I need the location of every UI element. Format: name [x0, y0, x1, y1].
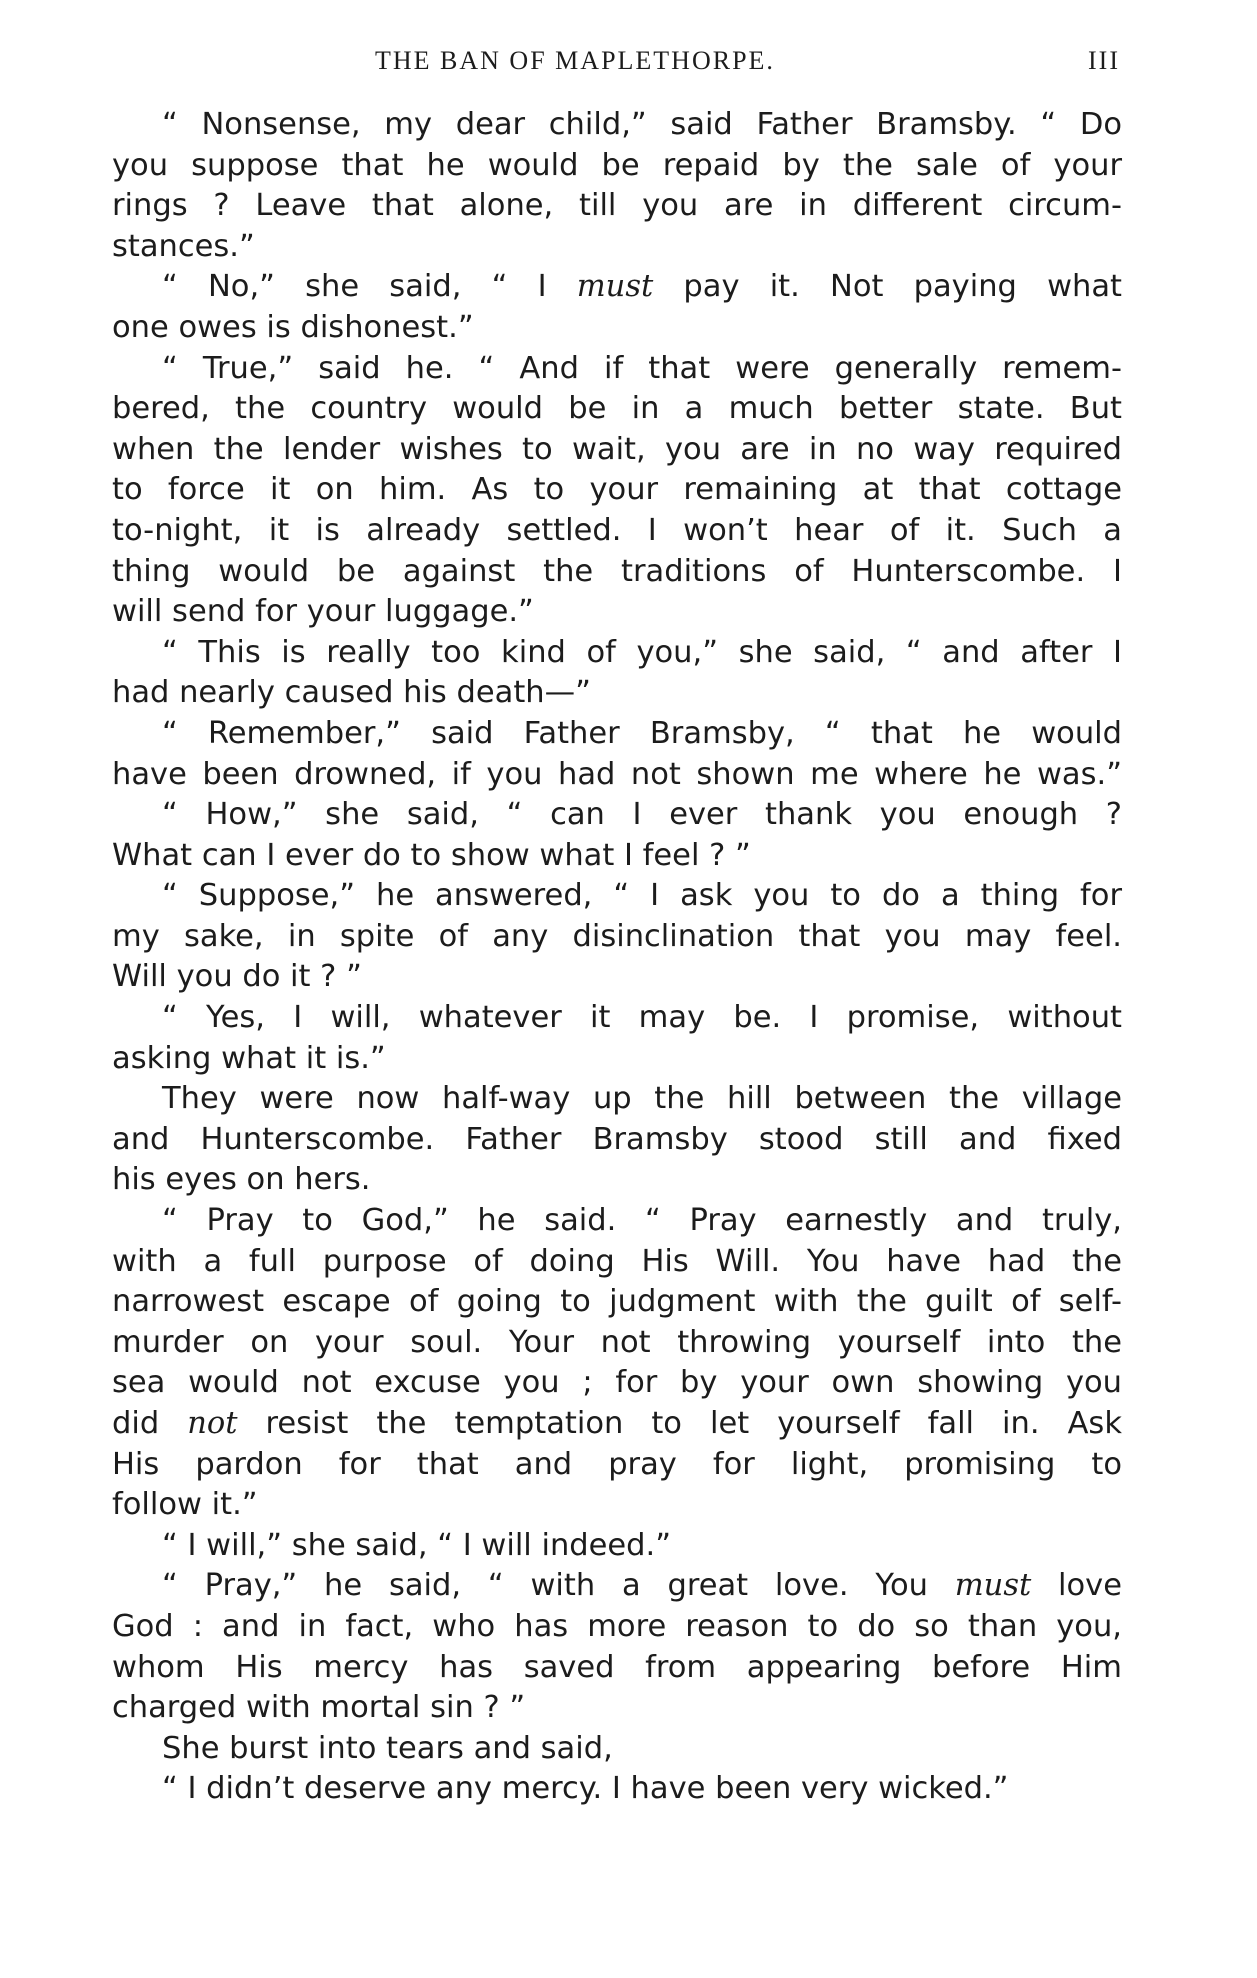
- page-number: III: [1088, 46, 1120, 75]
- text-line: [112, 1404, 1122, 1445]
- text-line: one owes is dishonest.”: [112, 309, 474, 345]
- text-line: What can I ever do to show what I feel ? ”: [112, 837, 751, 873]
- text-line: “ I didn’t deserve any mercy. I have been very wicked.”: [162, 1771, 1009, 1807]
- text-line: “ How,” she said, “ can I ever thank you enough ?: [162, 797, 1122, 833]
- text-line: sea would not excuse you ; for by your own showing you: [112, 1365, 1122, 1401]
- text-line: narrowest escape of going to judgment with the guilt of self-: [112, 1284, 1122, 1320]
- text-segment: resist the temptation to let yourself fall in. Ask: [237, 1406, 1122, 1441]
- text-line: “ Yes, I will, whatever it may be. I promise, without: [162, 1000, 1122, 1036]
- text-line: asking what it is.”: [112, 1040, 386, 1076]
- text-segment: “ No,” she said, “ I: [162, 269, 577, 305]
- text-line: his eyes on hers.: [112, 1162, 371, 1198]
- text-line: to force it on him. As to your remaining at that cottage: [112, 472, 1122, 508]
- running-head: [110, 46, 1120, 86]
- text-line: His pardon for that and pray for light, promising to: [112, 1446, 1122, 1482]
- italic-word: must: [576, 269, 654, 305]
- text-line: follow it.”: [112, 1487, 258, 1523]
- text-line: to-night, it is already settled. I won’t hear of it. Such a: [112, 512, 1122, 548]
- italic-word: must: [954, 1568, 1032, 1604]
- text-line: She burst into tears and said,: [162, 1730, 613, 1766]
- text-segment: love: [1031, 1568, 1122, 1604]
- body-text: [112, 105, 1122, 1810]
- text-line: and Hunterscombe. Father Bramsby stood still and fixed: [112, 1121, 1122, 1157]
- text-segment: did: [112, 1406, 188, 1441]
- text-line: [112, 1566, 1122, 1607]
- text-line: [112, 267, 1122, 308]
- text-line: had nearly caused his death—”: [112, 675, 591, 711]
- text-line: “ Remember,” said Father Bramsby, “ that he would: [162, 715, 1122, 751]
- italic-word: not: [187, 1406, 238, 1441]
- text-line: rings ? Leave that alone, till you are in different circum-: [112, 188, 1122, 224]
- running-title: THE BAN OF MAPLETHORPE.: [375, 46, 775, 75]
- text-line: you suppose that he would be repaid by the sale of your: [112, 147, 1122, 183]
- text-segment: “ Pray,” he said, “ with a great love. You: [162, 1568, 955, 1604]
- text-line: thing would be against the traditions of Hunterscombe. I: [112, 553, 1122, 589]
- text-line: “ True,” said he. “ And if that were generally remem-: [162, 350, 1122, 386]
- text-line: “ I will,” she said, “ I will indeed.”: [162, 1527, 672, 1563]
- text-line: whom His mercy has saved from appearing before Him: [112, 1649, 1122, 1685]
- text-line: Will you do it ? ”: [112, 959, 362, 995]
- text-line: when the lender wishes to wait, you are in no way required: [112, 431, 1122, 467]
- text-line: my sake, in spite of any disinclination that you may feel.: [112, 918, 1122, 954]
- text-line: bered, the country would be in a much better state. But: [112, 391, 1122, 427]
- text-line: “ This is really too kind of you,” she said, “ and after I: [162, 634, 1122, 670]
- text-line: have been drowned, if you had not shown me where he was.”: [112, 756, 1122, 792]
- text-line: stances.”: [112, 228, 255, 264]
- text-line: They were now half-way up the hill between the village: [162, 1081, 1122, 1117]
- text-line: will send for your luggage.”: [112, 594, 534, 630]
- text-line: with a full purpose of doing His Will. You have had the: [112, 1243, 1122, 1279]
- text-line: “ Pray to God,” he said. “ Pray earnestly and truly,: [162, 1203, 1122, 1239]
- text-line: “ Nonsense, my dear child,” said Father Bramsby. “ Do: [162, 107, 1122, 142]
- text-line: murder on your soul. Your not throwing yourself into the: [112, 1324, 1122, 1360]
- text-line: God : and in fact, who has more reason to do so than you,: [112, 1608, 1122, 1644]
- text-line: charged with mortal sin ? ”: [112, 1690, 526, 1726]
- text-line: “ Suppose,” he answered, “ I ask you to do a thing for: [162, 878, 1122, 914]
- text-segment: pay it. Not paying what: [653, 269, 1122, 305]
